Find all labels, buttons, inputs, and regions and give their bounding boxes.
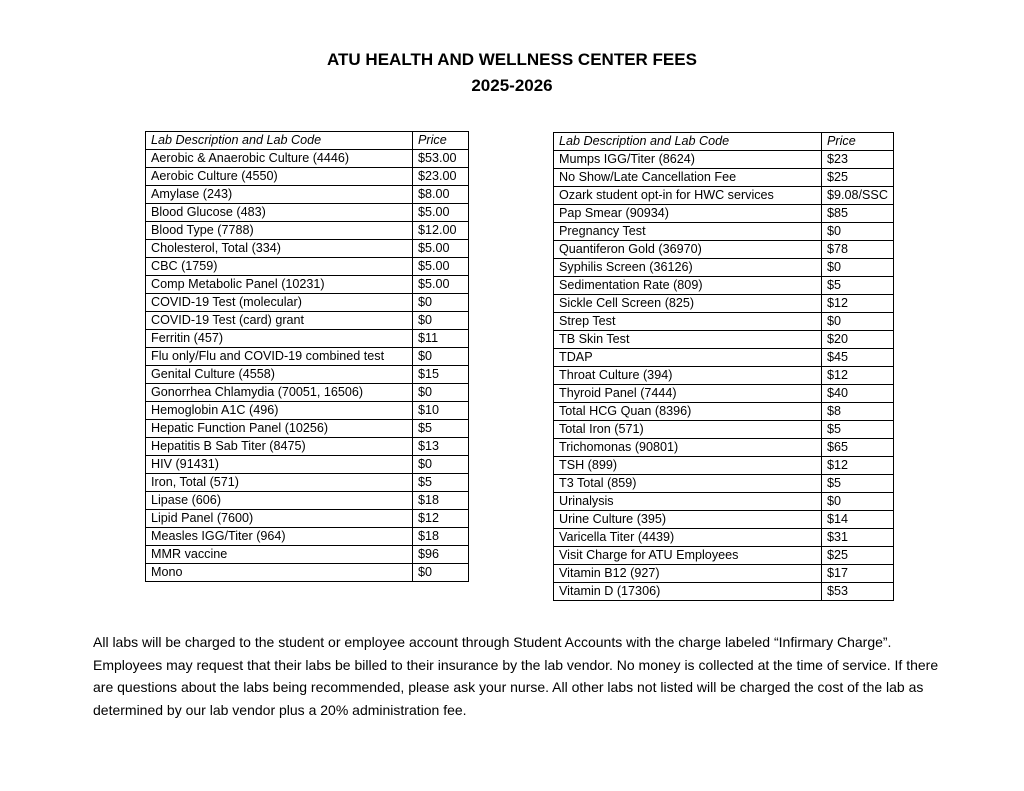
header-description: Lab Description and Lab Code bbox=[554, 133, 822, 151]
table-row bbox=[146, 492, 469, 510]
lab-price: $5.00 bbox=[413, 276, 469, 294]
lab-description: Vitamin B12 (927) bbox=[554, 565, 822, 583]
table-row bbox=[146, 456, 469, 474]
lab-description: Ozark student opt-in for HWC services bbox=[554, 187, 822, 205]
billing-footnote: All labs will be charged to the student or employee account through Student Accounts with the charge labeled “Infirmary Charge”. Employees may request that their labs be billed to their insurance by the lab vendor. No money is collected at the time of service. If there are questions about the labs being recommended, please ask your nurse. All other labs not listed will be charged the cost of the lab as determined by our lab vendor plus a 20% administration fee. bbox=[93, 634, 939, 718]
table-row bbox=[554, 583, 894, 601]
lab-price: $25 bbox=[822, 547, 894, 565]
table-row bbox=[146, 348, 469, 366]
table-row bbox=[554, 295, 894, 313]
lab-description: COVID-19 Test (molecular) bbox=[146, 294, 413, 312]
lab-description: Lipid Panel (7600) bbox=[146, 510, 413, 528]
lab-price: $10 bbox=[413, 402, 469, 420]
page-title: ATU HEALTH AND WELLNESS CENTER FEES bbox=[327, 50, 697, 69]
lab-price: $0 bbox=[822, 493, 894, 511]
lab-price: $18 bbox=[413, 492, 469, 510]
lab-price: $0 bbox=[822, 259, 894, 277]
lab-price: $5 bbox=[822, 421, 894, 439]
table-row bbox=[554, 457, 894, 475]
fees-table-left bbox=[145, 131, 469, 582]
lab-description: Varicella Titer (4439) bbox=[554, 529, 822, 547]
lab-price: $9.08/SSC bbox=[822, 187, 894, 205]
lab-price: $78 bbox=[822, 241, 894, 259]
lab-description: Pregnancy Test bbox=[554, 223, 822, 241]
lab-description: Urine Culture (395) bbox=[554, 511, 822, 529]
table-row bbox=[554, 475, 894, 493]
table-row bbox=[554, 547, 894, 565]
table-row bbox=[554, 331, 894, 349]
fees-table-left-body bbox=[146, 150, 469, 582]
lab-price: $5.00 bbox=[413, 258, 469, 276]
table-row bbox=[146, 258, 469, 276]
lab-description: Comp Metabolic Panel (10231) bbox=[146, 276, 413, 294]
lab-description: Throat Culture (394) bbox=[554, 367, 822, 385]
lab-price: $0 bbox=[822, 223, 894, 241]
lab-price: $0 bbox=[413, 564, 469, 582]
table-row bbox=[554, 565, 894, 583]
lab-price: $53 bbox=[822, 583, 894, 601]
table-row bbox=[146, 240, 469, 258]
table-row bbox=[554, 277, 894, 295]
table-row bbox=[146, 330, 469, 348]
table-row bbox=[554, 439, 894, 457]
table-row bbox=[554, 313, 894, 331]
table-row bbox=[554, 349, 894, 367]
lab-price: $5.00 bbox=[413, 240, 469, 258]
lab-price: $12.00 bbox=[413, 222, 469, 240]
lab-price: $25 bbox=[822, 169, 894, 187]
lab-description: Gonorrhea Chlamydia (70051, 16506) bbox=[146, 384, 413, 402]
lab-price: $17 bbox=[822, 565, 894, 583]
lab-description: TSH (899) bbox=[554, 457, 822, 475]
table-row bbox=[146, 384, 469, 402]
lab-description: Blood Glucose (483) bbox=[146, 204, 413, 222]
lab-price: $45 bbox=[822, 349, 894, 367]
lab-price: $11 bbox=[413, 330, 469, 348]
table-row bbox=[554, 151, 894, 169]
lab-description: HIV (91431) bbox=[146, 456, 413, 474]
lab-price: $5.00 bbox=[413, 204, 469, 222]
lab-description: No Show/Late Cancellation Fee bbox=[554, 169, 822, 187]
lab-description: Visit Charge for ATU Employees bbox=[554, 547, 822, 565]
table-row bbox=[554, 241, 894, 259]
table-row bbox=[146, 564, 469, 582]
lab-description: Blood Type (7788) bbox=[146, 222, 413, 240]
lab-price: $14 bbox=[822, 511, 894, 529]
table-row bbox=[146, 168, 469, 186]
lab-description: TB Skin Test bbox=[554, 331, 822, 349]
header-description: Lab Description and Lab Code bbox=[146, 132, 413, 150]
table-row bbox=[146, 186, 469, 204]
lab-description: Total HCG Quan (8396) bbox=[554, 403, 822, 421]
header-price: Price bbox=[413, 132, 469, 150]
table-row bbox=[146, 474, 469, 492]
lab-price: $31 bbox=[822, 529, 894, 547]
lab-description: Trichomonas (90801) bbox=[554, 439, 822, 457]
table-row bbox=[554, 205, 894, 223]
lab-description: Vitamin D (17306) bbox=[554, 583, 822, 601]
lab-description: Mumps IGG/Titer (8624) bbox=[554, 151, 822, 169]
lab-price: $5 bbox=[413, 420, 469, 438]
table-row bbox=[146, 420, 469, 438]
table-row bbox=[146, 312, 469, 330]
table-row bbox=[146, 438, 469, 456]
lab-price: $18 bbox=[413, 528, 469, 546]
table-row bbox=[554, 385, 894, 403]
lab-price: $85 bbox=[822, 205, 894, 223]
lab-price: $15 bbox=[413, 366, 469, 384]
lab-price: $0 bbox=[413, 312, 469, 330]
table-row bbox=[554, 223, 894, 241]
table-header-row bbox=[146, 132, 469, 150]
lab-description: Mono bbox=[146, 564, 413, 582]
lab-description: Hepatic Function Panel (10256) bbox=[146, 420, 413, 438]
table-row bbox=[554, 187, 894, 205]
lab-price: $8.00 bbox=[413, 186, 469, 204]
lab-price: $0 bbox=[413, 456, 469, 474]
fees-table-right-body bbox=[554, 151, 894, 601]
lab-description: Hemoglobin A1C (496) bbox=[146, 402, 413, 420]
table-row bbox=[554, 367, 894, 385]
lab-description: Quantiferon Gold (36970) bbox=[554, 241, 822, 259]
lab-price: $0 bbox=[413, 348, 469, 366]
lab-price: $0 bbox=[822, 313, 894, 331]
table-header-row bbox=[554, 133, 894, 151]
lab-description: Amylase (243) bbox=[146, 186, 413, 204]
lab-description: Thyroid Panel (7444) bbox=[554, 385, 822, 403]
lab-description: MMR vaccine bbox=[146, 546, 413, 564]
lab-description: Flu only/Flu and COVID-19 combined test bbox=[146, 348, 413, 366]
table-row bbox=[146, 510, 469, 528]
table-row bbox=[146, 294, 469, 312]
lab-description: Total Iron (571) bbox=[554, 421, 822, 439]
lab-description: Genital Culture (4558) bbox=[146, 366, 413, 384]
lab-description: Lipase (606) bbox=[146, 492, 413, 510]
lab-price: $5 bbox=[413, 474, 469, 492]
table-row bbox=[554, 493, 894, 511]
lab-description: Aerobic & Anaerobic Culture (4446) bbox=[146, 150, 413, 168]
lab-price: $13 bbox=[413, 438, 469, 456]
lab-description: Pap Smear (90934) bbox=[554, 205, 822, 223]
table-row bbox=[146, 204, 469, 222]
table-row bbox=[554, 169, 894, 187]
table-row bbox=[554, 511, 894, 529]
lab-price: $12 bbox=[822, 367, 894, 385]
table-row bbox=[146, 150, 469, 168]
header-price: Price bbox=[822, 133, 894, 151]
table-row bbox=[146, 366, 469, 384]
lab-description: COVID-19 Test (card) grant bbox=[146, 312, 413, 330]
table-row bbox=[554, 403, 894, 421]
lab-price: $65 bbox=[822, 439, 894, 457]
lab-description: Iron, Total (571) bbox=[146, 474, 413, 492]
lab-description: Cholesterol, Total (334) bbox=[146, 240, 413, 258]
lab-price: $40 bbox=[822, 385, 894, 403]
fees-table-right bbox=[553, 132, 894, 601]
table-row bbox=[554, 421, 894, 439]
lab-price: $0 bbox=[413, 384, 469, 402]
lab-description: Measles IGG/Titer (964) bbox=[146, 528, 413, 546]
lab-description: T3 Total (859) bbox=[554, 475, 822, 493]
lab-price: $5 bbox=[822, 475, 894, 493]
lab-description: TDAP bbox=[554, 349, 822, 367]
lab-description: Hepatitis B Sab Titer (8475) bbox=[146, 438, 413, 456]
lab-price: $23.00 bbox=[413, 168, 469, 186]
table-row bbox=[146, 402, 469, 420]
lab-price: $12 bbox=[413, 510, 469, 528]
page-subtitle-year: 2025-2026 bbox=[471, 76, 553, 95]
lab-price: $12 bbox=[822, 457, 894, 475]
lab-description: Urinalysis bbox=[554, 493, 822, 511]
table-row bbox=[146, 546, 469, 564]
lab-price: $8 bbox=[822, 403, 894, 421]
lab-description: Sedimentation Rate (809) bbox=[554, 277, 822, 295]
lab-description: Syphilis Screen (36126) bbox=[554, 259, 822, 277]
table-row bbox=[554, 259, 894, 277]
lab-price: $96 bbox=[413, 546, 469, 564]
lab-price: $53.00 bbox=[413, 150, 469, 168]
lab-price: $20 bbox=[822, 331, 894, 349]
table-row bbox=[146, 222, 469, 240]
lab-description: Aerobic Culture (4550) bbox=[146, 168, 413, 186]
lab-description: Sickle Cell Screen (825) bbox=[554, 295, 822, 313]
table-row bbox=[146, 276, 469, 294]
table-row bbox=[554, 529, 894, 547]
lab-description: Ferritin (457) bbox=[146, 330, 413, 348]
lab-description: Strep Test bbox=[554, 313, 822, 331]
table-row bbox=[146, 528, 469, 546]
lab-price: $23 bbox=[822, 151, 894, 169]
lab-price: $0 bbox=[413, 294, 469, 312]
lab-price: $12 bbox=[822, 295, 894, 313]
lab-description: CBC (1759) bbox=[146, 258, 413, 276]
lab-price: $5 bbox=[822, 277, 894, 295]
